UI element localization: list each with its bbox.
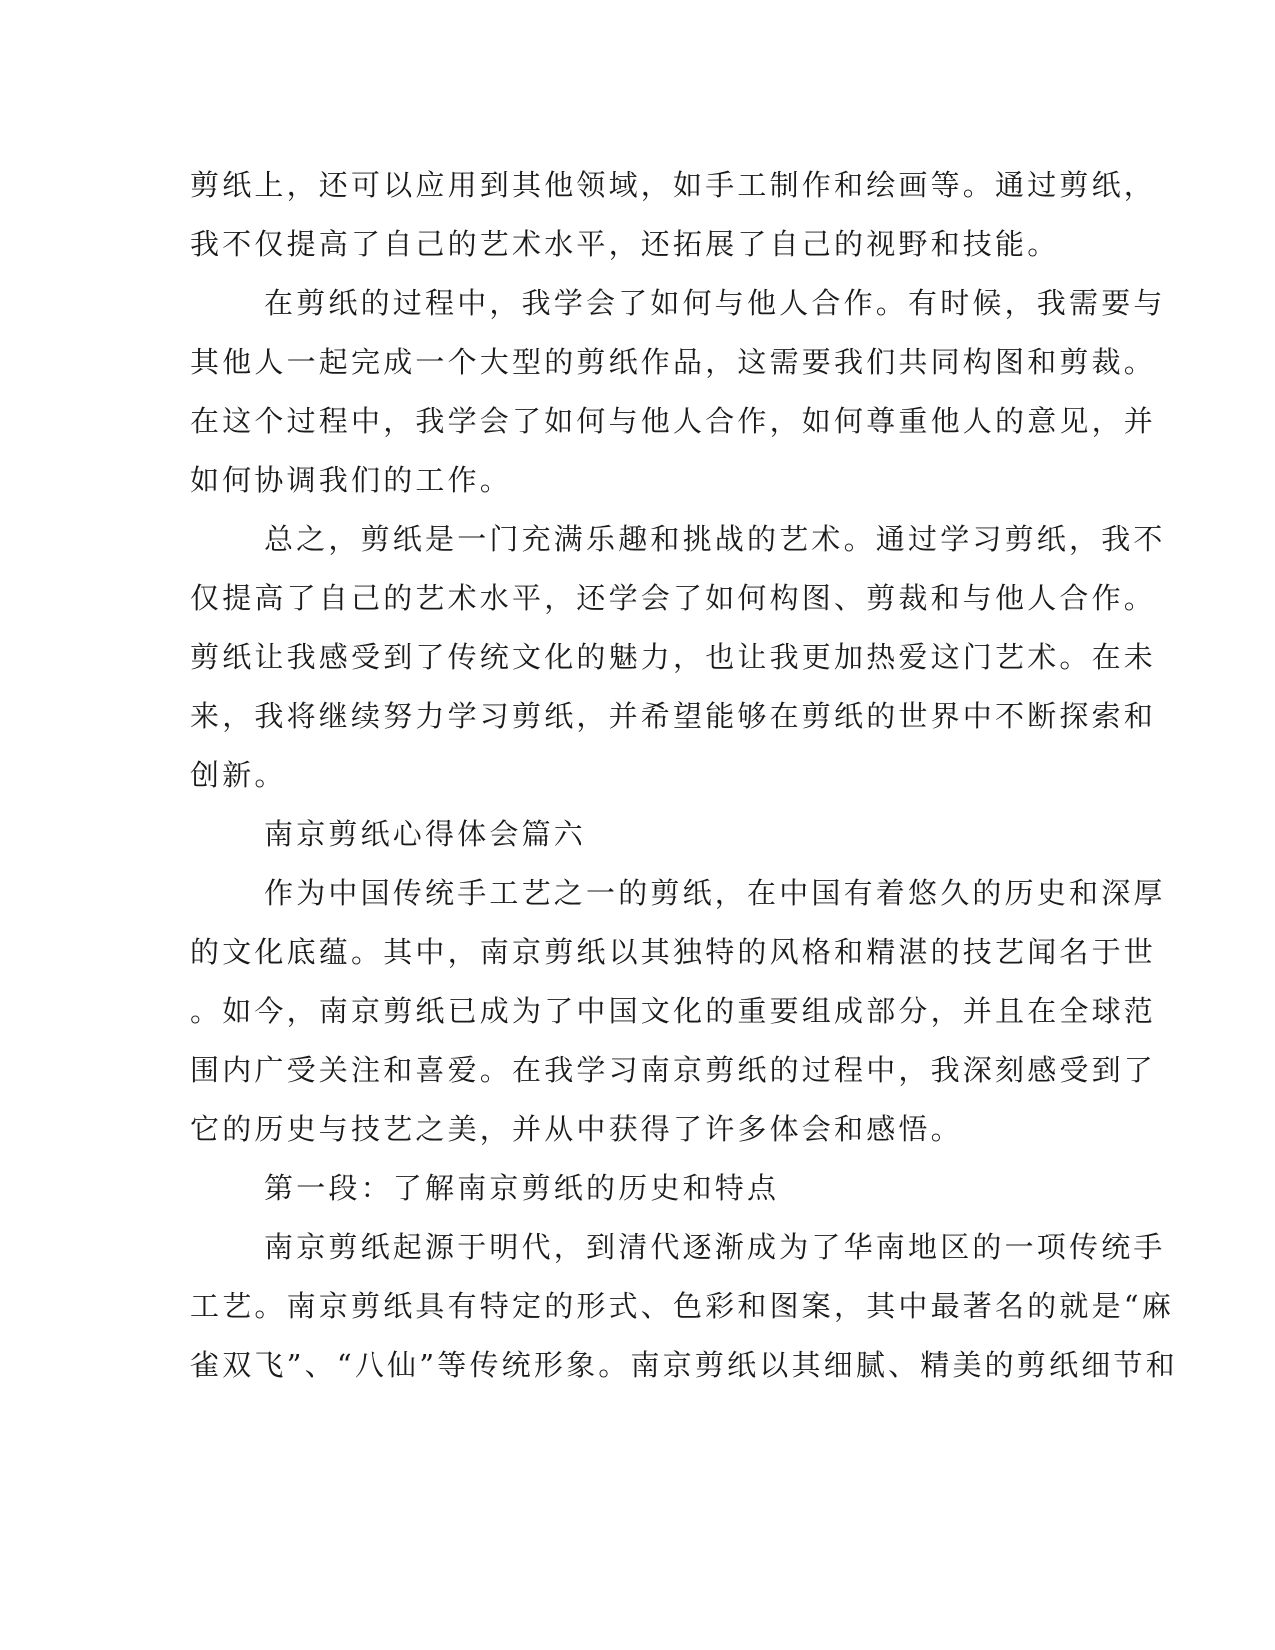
text-line: 工艺。南京剪纸具有特定的形式、色彩和图案，其中最著名的就是“麻 xyxy=(190,1289,1175,1323)
text-line: 的文化底蕴。其中，南京剪纸以其独特的风格和精湛的技艺闻名于世 xyxy=(190,935,1157,969)
text-line: 创新。 xyxy=(190,758,287,792)
paragraph-start-line: 在剪纸的过程中，我学会了如何与他人合作。有时候，我需要与 xyxy=(264,286,1166,320)
section-heading: 南京剪纸心得体会篇六 xyxy=(264,817,587,851)
subsection-heading: 第一段：了解南京剪纸的历史和特点 xyxy=(264,1171,780,1205)
text-line: 如何协调我们的工作。 xyxy=(190,463,513,497)
text-line: 它的历史与技艺之美，并从中获得了许多体会和感悟。 xyxy=(190,1112,963,1146)
paragraph-start-line: 作为中国传统手工艺之一的剪纸，在中国有着悠久的历史和深厚 xyxy=(264,876,1166,910)
text-line: 其他人一起完成一个大型的剪纸作品，这需要我们共同构图和剪裁。 xyxy=(190,345,1157,379)
text-line: 剪纸上，还可以应用到其他领域，如手工制作和绘画等。通过剪纸， xyxy=(190,168,1157,202)
document-body xyxy=(190,156,1178,1395)
text-line: 剪纸让我感受到了传统文化的魅力，也让我更加热爱这门艺术。在未 xyxy=(190,640,1157,674)
text-line: 。如今，南京剪纸已成为了中国文化的重要组成部分，并且在全球范 xyxy=(190,994,1157,1028)
paragraph-start-line: 总之，剪纸是一门充满乐趣和挑战的艺术。通过学习剪纸，我不 xyxy=(264,522,1166,556)
text-line: 来，我将继续努力学习剪纸，并希望能够在剪纸的世界中不断探索和 xyxy=(190,699,1157,733)
paragraph-start-line: 南京剪纸起源于明代，到清代逐渐成为了华南地区的一项传统手 xyxy=(264,1230,1166,1264)
text-line: 围内广受关注和喜爱。在我学习南京剪纸的过程中，我深刻感受到了 xyxy=(190,1053,1157,1087)
text-line: 我不仅提高了自己的艺术水平，还拓展了自己的视野和技能。 xyxy=(190,227,1060,261)
text-line: 在这个过程中，我学会了如何与他人合作，如何尊重他人的意见，并 xyxy=(190,404,1157,438)
text-line: 仅提高了自己的艺术水平，还学会了如何构图、剪裁和与他人合作。 xyxy=(190,581,1157,615)
text-line: 雀双飞”、“八仙”等传统形象。南京剪纸以其细腻、精美的剪纸细节和 xyxy=(190,1348,1178,1382)
